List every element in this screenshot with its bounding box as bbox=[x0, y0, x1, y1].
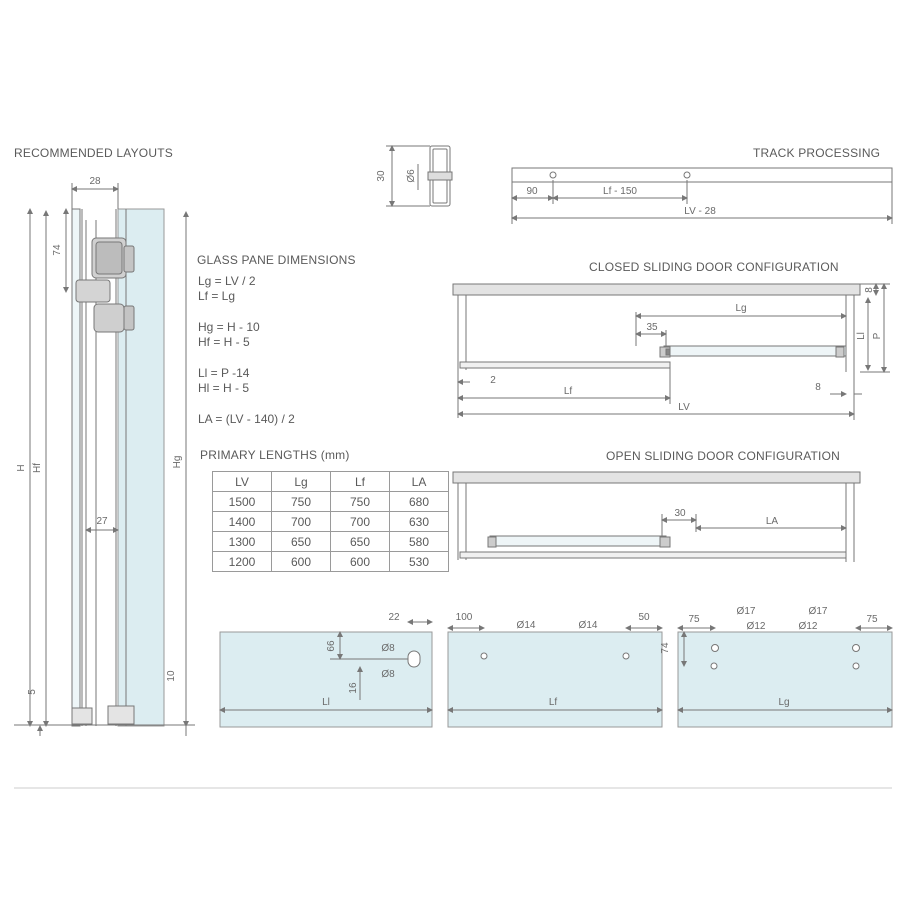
dim-closed-lg: Lg bbox=[735, 303, 747, 314]
dim-10: 10 bbox=[166, 670, 177, 682]
dim-h: H bbox=[16, 464, 27, 472]
table-header: Lf bbox=[331, 472, 390, 492]
open-config-view bbox=[453, 472, 860, 562]
table-header: Lg bbox=[272, 472, 331, 492]
bottom-guide-icon bbox=[72, 706, 134, 724]
track-processing-title: TRACK PROCESSING bbox=[753, 146, 881, 160]
table-cell: 700 bbox=[272, 512, 331, 532]
glass-pane-lf bbox=[448, 628, 662, 727]
table-cell: 700 bbox=[331, 512, 390, 532]
dim-g1-d8b: Ø8 bbox=[381, 669, 395, 680]
formula-hl: Hl = H - 5 bbox=[198, 381, 250, 395]
table-cell: 600 bbox=[272, 552, 331, 572]
formula-ll: Ll = P -14 bbox=[198, 366, 250, 380]
dim-lv-28: LV - 28 bbox=[684, 206, 716, 217]
glass-pane-lg bbox=[678, 628, 892, 727]
dim-g2-50: 50 bbox=[638, 612, 650, 623]
primary-lengths-title: PRIMARY LENGTHS (mm) bbox=[200, 448, 350, 462]
dim-closed-2: 2 bbox=[490, 375, 496, 386]
formula-lg: Lg = LV / 2 bbox=[198, 274, 256, 288]
formula-lf: Lf = Lg bbox=[198, 289, 236, 303]
formula-la: LA = (LV - 140) / 2 bbox=[198, 412, 295, 426]
formula-hg: Hg = H - 10 bbox=[198, 320, 260, 334]
table-cell: 750 bbox=[331, 492, 390, 512]
dim-g2-lf: Lf bbox=[548, 697, 558, 708]
dim-closed-8a: 8 bbox=[815, 382, 821, 393]
dim-lf-150: Lf - 150 bbox=[603, 186, 637, 197]
dim-hg: Hg bbox=[172, 455, 183, 469]
dim-d6: Ø6 bbox=[406, 169, 417, 183]
table-cell: 530 bbox=[390, 552, 449, 572]
dim-closed-8b: 8 bbox=[864, 287, 875, 293]
dim-5: 5 bbox=[27, 689, 38, 695]
table-cell: 1500 bbox=[213, 492, 272, 512]
side-section-view bbox=[14, 183, 195, 736]
profile-section bbox=[386, 146, 452, 206]
glass-pane-dimensions-title: GLASS PANE DIMENSIONS bbox=[197, 253, 356, 267]
dim-closed-35: 35 bbox=[646, 322, 658, 333]
table-cell: 680 bbox=[390, 492, 449, 512]
closed-config-view bbox=[453, 284, 890, 420]
side-glass-pane bbox=[118, 209, 164, 726]
dim-g3-74: 74 bbox=[660, 642, 671, 654]
dim-74: 74 bbox=[52, 244, 63, 256]
table-cell: 650 bbox=[331, 532, 390, 552]
dim-closed-lf: Lf bbox=[563, 386, 573, 397]
recommended-layouts-title: RECOMMENDED LAYOUTS bbox=[14, 146, 173, 160]
table-cell: 650 bbox=[272, 532, 331, 552]
dim-g2-100: 100 bbox=[455, 612, 473, 623]
dim-g3-d12a: Ø12 bbox=[746, 621, 766, 632]
dim-g3-lg: Lg bbox=[778, 697, 790, 708]
table-cell: 1300 bbox=[213, 532, 272, 552]
table-cell: 580 bbox=[390, 532, 449, 552]
dim-g1-d8a: Ø8 bbox=[381, 643, 395, 654]
dim-g3-d17a: Ø17 bbox=[736, 606, 756, 617]
table-cell: 1400 bbox=[213, 512, 272, 532]
dim-27: 27 bbox=[96, 516, 108, 527]
dim-open-la: LA bbox=[765, 516, 779, 527]
table-cell: 1200 bbox=[213, 552, 272, 572]
dim-30: 30 bbox=[376, 170, 387, 182]
closed-configuration-title: CLOSED SLIDING DOOR CONFIGURATION bbox=[589, 260, 839, 274]
table-cell: 600 bbox=[331, 552, 390, 572]
open-configuration-title: OPEN SLIDING DOOR CONFIGURATION bbox=[606, 449, 840, 463]
dim-g1-22: 22 bbox=[388, 612, 400, 623]
dim-open-30: 30 bbox=[674, 508, 686, 519]
dim-g2-d14b: Ø14 bbox=[578, 620, 598, 631]
dim-closed-lv: LV bbox=[678, 402, 690, 413]
dim-g1-ll: Ll bbox=[322, 697, 330, 708]
dim-g3-75a: 75 bbox=[688, 614, 700, 625]
table-cell: 630 bbox=[390, 512, 449, 532]
dim-90: 90 bbox=[526, 186, 538, 197]
glass-pane-fixed-side bbox=[220, 622, 432, 727]
dim-hf: Hf bbox=[32, 463, 43, 473]
dim-closed-p: P bbox=[872, 332, 883, 340]
dim-g2-d14a: Ø14 bbox=[516, 620, 536, 631]
table-header: LV bbox=[213, 472, 272, 492]
dim-g1-66: 66 bbox=[326, 640, 337, 652]
dim-g3-d17b: Ø17 bbox=[808, 606, 828, 617]
dim-28: 28 bbox=[89, 176, 101, 187]
dim-g1-16: 16 bbox=[348, 682, 359, 694]
dim-g3-d12b: Ø12 bbox=[798, 621, 818, 632]
dim-closed-ll: Ll bbox=[856, 332, 867, 340]
formula-hf: Hf = H - 5 bbox=[198, 335, 250, 349]
dim-g3-75b: 75 bbox=[866, 614, 878, 625]
table-cell: 750 bbox=[272, 492, 331, 512]
table-header: LA bbox=[390, 472, 449, 492]
